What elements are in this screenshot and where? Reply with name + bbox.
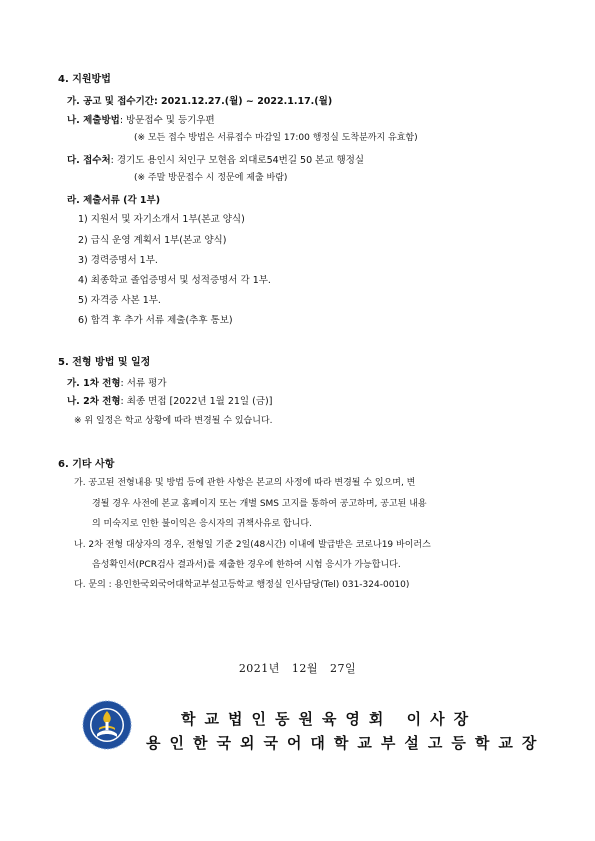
s4-ra-label: 라. 제출서류 (각 1부) [67, 195, 161, 206]
signature-line-2: 용인한국외국어대학교부설고등학교장 [146, 734, 546, 752]
doc-item: 3) 경력증명서 1부. [78, 255, 158, 266]
s5-ga-label: 가. 1차 전형 [67, 378, 121, 389]
doc-item: 4) 최종학교 졸업증명서 및 성적증명서 각 1부. [78, 275, 271, 286]
section-6-title: 6. 기타 사항 [58, 459, 115, 470]
s6-ga-line2: 경될 경우 사전에 본교 홈페이지 또는 개별 SMS 고지를 통하여 공고하며, 공고된 내용 [92, 499, 427, 509]
doc-item: 2) 급식 운영 계획서 1부(본교 양식) [78, 235, 227, 246]
s4-na-value: : 방문접수 및 등기우편 [119, 115, 215, 126]
document-date: 2021년 12월 27일 [238, 662, 357, 675]
s5-na-line [67, 393, 272, 407]
s4-na-line [67, 112, 215, 126]
s5-note: ※ 위 일정은 학교 상황에 따라 변경될 수 있습니다. [74, 416, 273, 426]
doc-item: 1) 지원서 및 자기소개서 1부(본교 양식) [78, 214, 245, 225]
s4-da-value: : 경기도 용인시 처인구 모현읍 외대로54번길 50 본교 행정실 [110, 155, 365, 166]
signature-line-1: 학교법인동원육영회 이사장 [181, 710, 478, 728]
s6-da-line: 다. 문의 : 용인한국외국어대학교부설고등학교 행정실 인사담당(Tel) 031-324-0010) [74, 580, 410, 590]
s4-na-label: 나. 제출방법 [67, 115, 120, 126]
s4-da-note: (※ 주말 방문접수 시 정문에 제출 바람) [134, 173, 288, 183]
s6-ga-line1: 가. 공고된 전형내용 및 방법 등에 관한 사항은 본교의 사정에 따라 변경될 수 있으며, 변 [74, 478, 416, 488]
s5-ga-line [67, 375, 167, 389]
doc-item: 5) 자격증 사본 1부. [78, 295, 161, 306]
section-4-title: 4. 지원방법 [58, 74, 111, 85]
school-emblem [82, 700, 132, 750]
s6-ga-line3: 의 미숙지로 인한 불이익은 응시자의 귀책사유로 합니다. [92, 519, 312, 529]
s5-na-value: : 최종 면접 [2022년 1월 21일 (금)] [120, 396, 273, 407]
school-emblem-icon [82, 700, 132, 750]
s4-da-line [67, 152, 364, 166]
s4-ga-line: 가. 공고 및 접수기간: 2021.12.27.(월) ~ 2022.1.17.(월) [67, 96, 333, 107]
s6-na-line1: 나. 2차 전형 대상자의 경우, 전형일 기준 2일(48시간) 이내에 발급받은 코로나19 바이러스 [74, 540, 431, 550]
doc-item: 6) 합격 후 추가 서류 제출(추후 통보) [78, 315, 233, 326]
s4-da-label: 다. 접수처 [67, 155, 111, 166]
s4-na-note: (※ 모든 접수 방법은 서류접수 마감일 17:00 행정실 도착분까지 유효함) [134, 133, 418, 143]
s5-na-label: 나. 2차 전형 [67, 396, 121, 407]
s6-na-line2: 음성확인서(PCR검사 결과서)를 제출한 경우에 한하여 시험 응시가 가능합니다. [92, 560, 401, 570]
section-5-title: 5. 전형 방법 및 일정 [58, 357, 151, 368]
s5-ga-value: : 서류 평가 [120, 378, 167, 389]
